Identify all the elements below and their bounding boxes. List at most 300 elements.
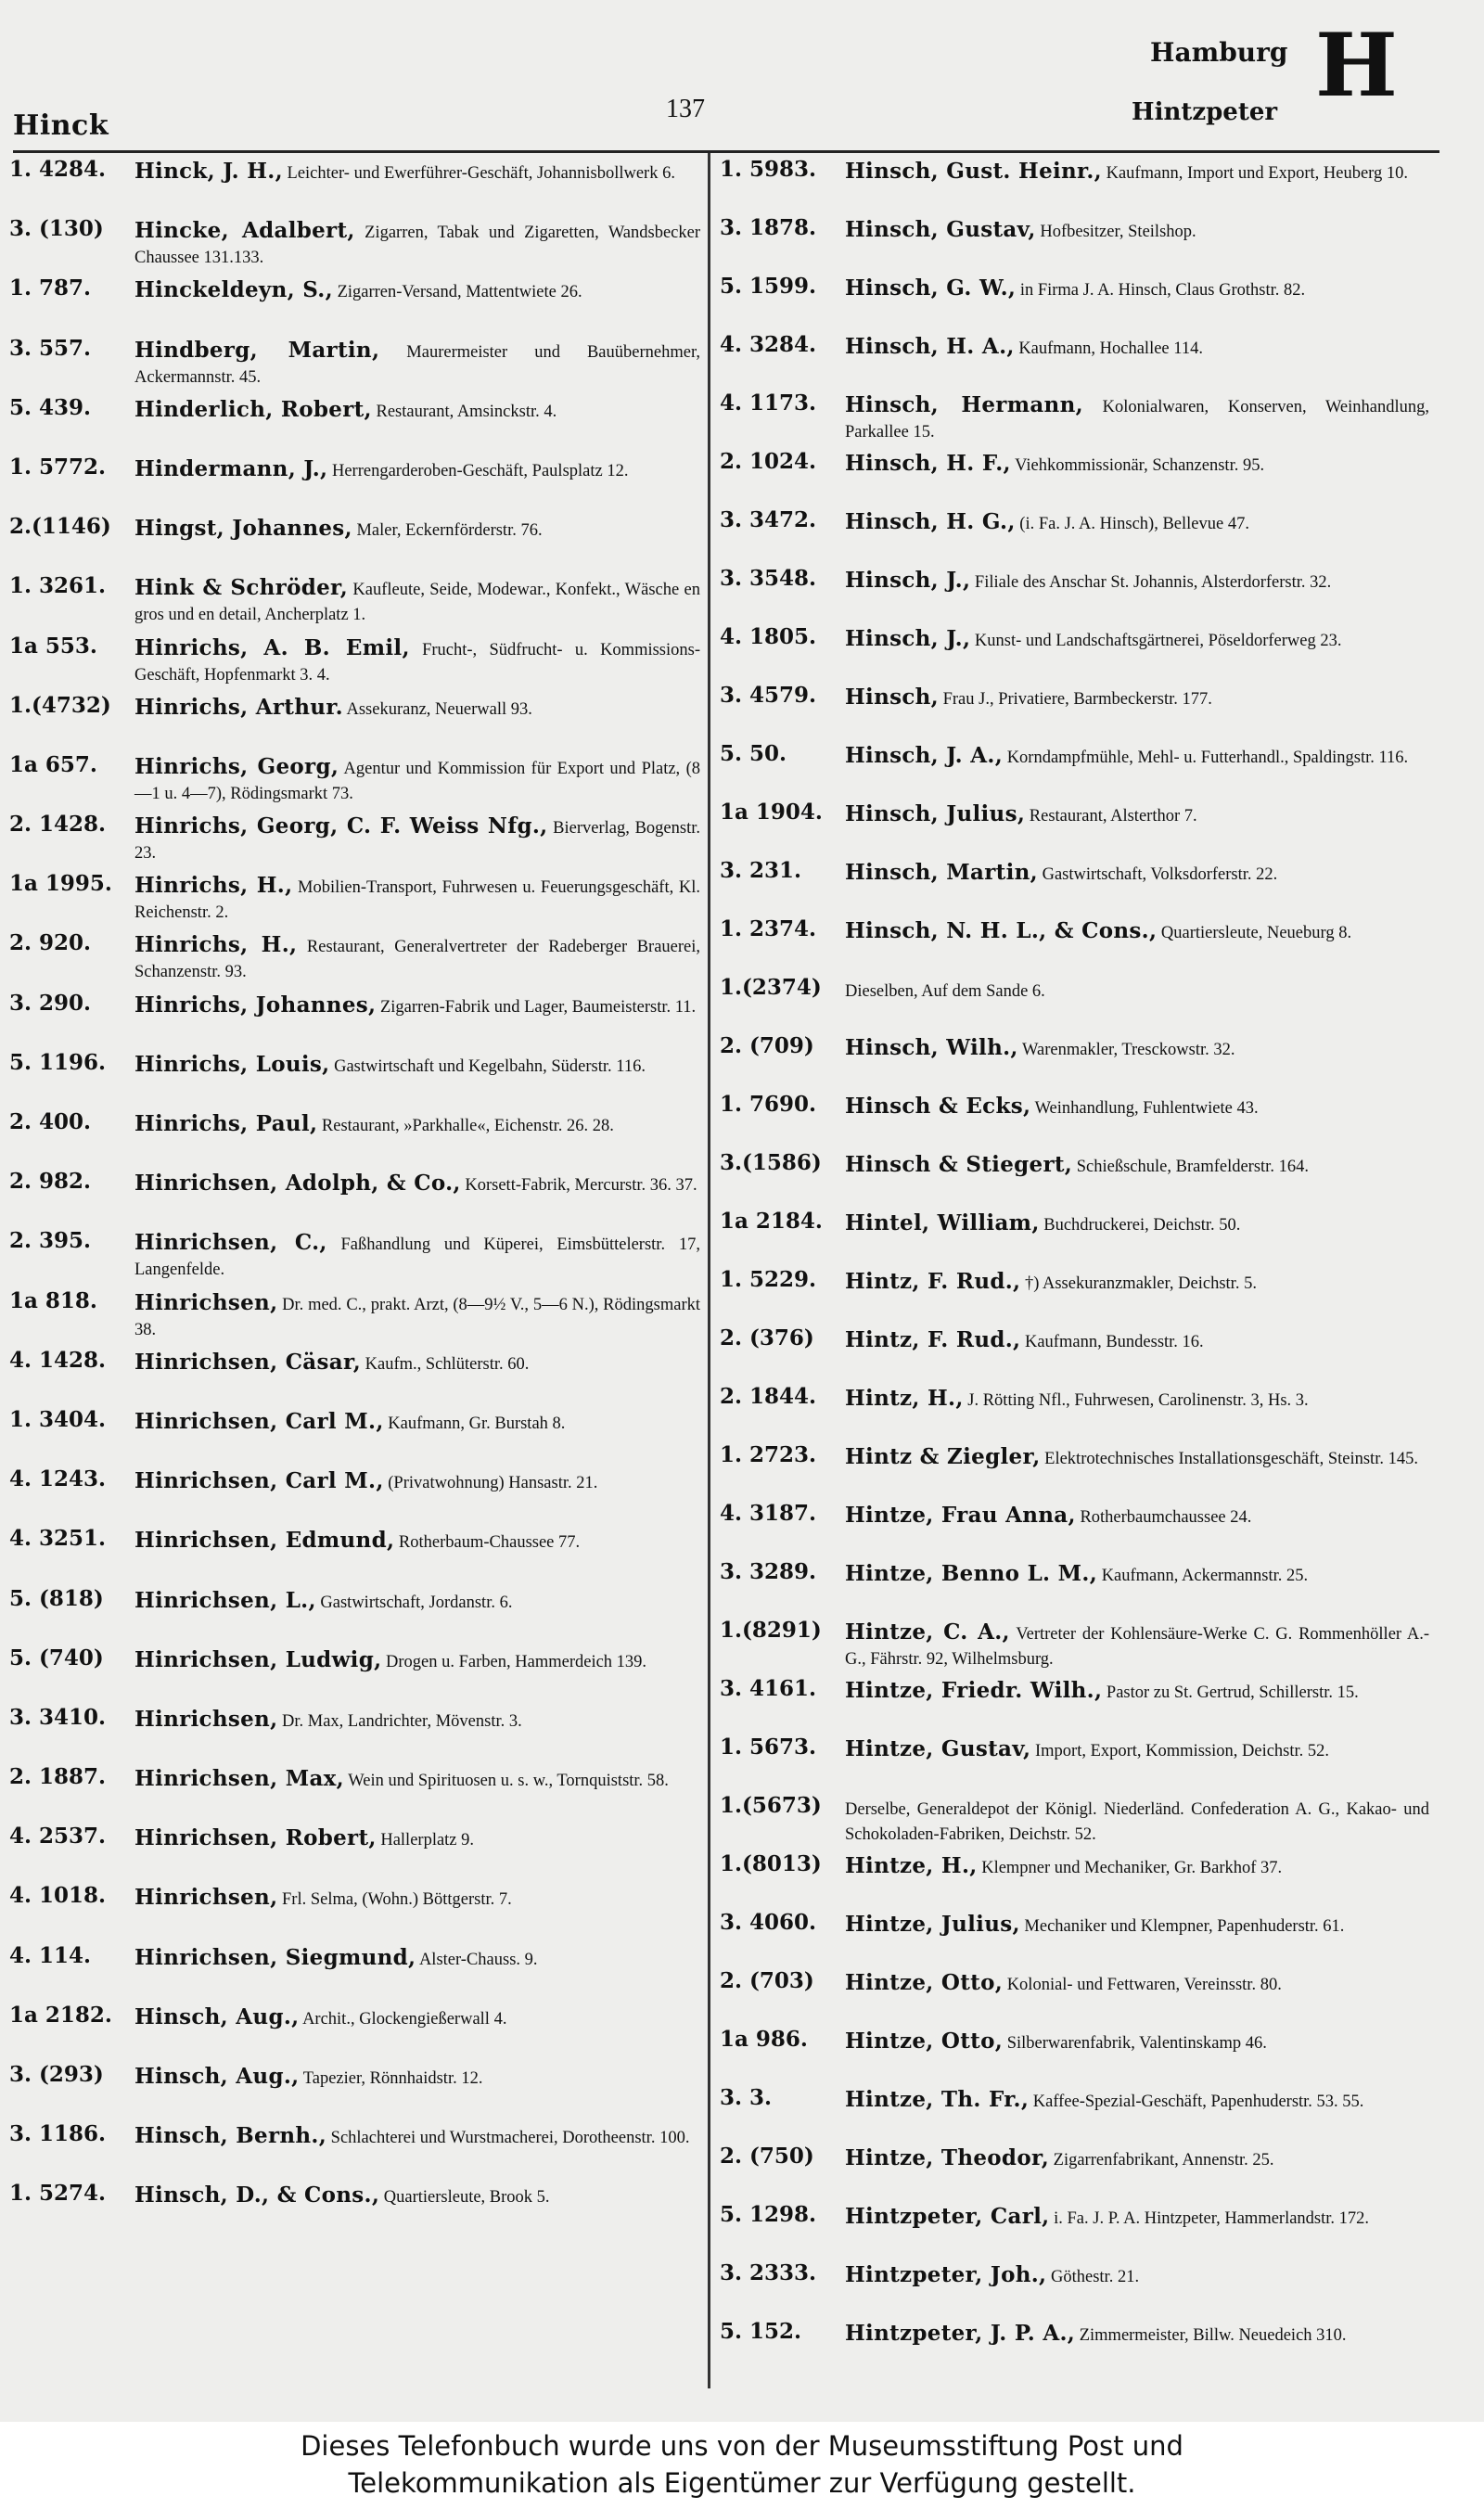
- directory-entry: [9, 2061, 700, 2120]
- subscriber-details: Quartiersleute, Neueburg 8.: [1160, 924, 1352, 942]
- directory-entry: [9, 1287, 700, 1347]
- directory-entry: [9, 1942, 700, 2002]
- subscriber-name: Hintze, Otto,: [845, 1970, 1004, 1995]
- phone-number: 2. 1887.: [9, 1764, 107, 1790]
- subscriber-name: Hinsch, Aug.,: [134, 2064, 300, 2089]
- subscriber-details: Kaufmann, Bundesstr. 16.: [1024, 1333, 1204, 1351]
- subscriber-name: Hinrichsen, Cäsar,: [134, 1349, 362, 1375]
- subscriber-details: Kaufm., Schlüterstr. 60.: [365, 1354, 530, 1374]
- subscriber-name: Hinrichsen, Edmund,: [134, 1528, 395, 1554]
- subscriber-details: Bierverlag, Bogenstr. 23.: [134, 819, 700, 864]
- directory-entry: [720, 273, 1429, 331]
- phone-number: 2.(1146): [9, 514, 111, 540]
- subscriber-details: (Privatwohnung) Hansastr. 21.: [388, 1474, 598, 1493]
- subscriber-details: Kaufmann, Hochallee 114.: [1018, 339, 1203, 358]
- subscriber-details: Mechaniker und Klempner, Papenhuderstr. 61.: [1024, 1917, 1345, 1936]
- subscriber-details: Kaufleute, Seide, Modewar., Konfekt., Wäsche en gros und en detail, Ancherplatz 1.: [134, 581, 700, 625]
- subscriber-details: Assekuranz, Neuerwall 93.: [346, 699, 532, 719]
- phone-number: 3. 1878.: [720, 215, 817, 240]
- entry-text: [134, 990, 700, 1020]
- subscriber-name: Hinrichsen, Siegmund,: [134, 1944, 416, 1970]
- entry-text: [845, 1325, 1429, 1355]
- directory-entry: [720, 331, 1429, 390]
- directory-entry: [720, 915, 1429, 974]
- subscriber-name: Hinrichs, A. B. Emil,: [134, 634, 410, 660]
- subscriber-name: Hintze, Theodor,: [845, 2145, 1050, 2170]
- directory-entry: [720, 1208, 1429, 1266]
- entry-text: [134, 215, 700, 271]
- phone-number: 3. 4161.: [720, 1676, 817, 1701]
- subscriber-name: Hinsch, H. A.,: [845, 334, 1015, 359]
- directory-entry: [720, 1500, 1429, 1558]
- directory-entry: [9, 394, 700, 454]
- entry-text: [845, 915, 1429, 946]
- directory-entry: [720, 623, 1429, 682]
- phone-number: 1. 787.: [9, 275, 92, 301]
- phone-number: 1. 5673.: [720, 1735, 817, 1760]
- phone-number: 1.(5673): [720, 1793, 822, 1818]
- phone-number: 1. 4284.: [9, 157, 107, 182]
- phone-number: 3. 290.: [9, 990, 92, 1016]
- phone-number: 5. 1298.: [720, 2202, 817, 2227]
- subscriber-details: Göthestr. 21.: [1051, 2268, 1140, 2286]
- subscriber-name: Hintze, Friedr. Wilh.,: [845, 1678, 1103, 1703]
- subscriber-name: Hinsch, G. W.,: [845, 275, 1017, 301]
- directory-entry: [720, 156, 1429, 214]
- phone-number: 1a 553.: [9, 633, 97, 659]
- subscriber-details: Archit., Glockengießerwall 4.: [302, 2009, 507, 2029]
- subscriber-details: Korsett-Fabrik, Mercurstr. 36. 37.: [465, 1176, 697, 1196]
- phone-number: 5. (740): [9, 1645, 104, 1671]
- subscriber-name: Hintze, Gustav,: [845, 1736, 1031, 1761]
- directory-entry: [9, 1704, 700, 1763]
- phone-number: 2. (709): [720, 1033, 814, 1058]
- subscriber-name: Hinsch & Stiegert,: [845, 1152, 1073, 1177]
- entry-text: [134, 1882, 700, 1913]
- phone-number: 2. 1428.: [9, 812, 107, 838]
- phone-number: 1.(8291): [720, 1618, 822, 1643]
- subscriber-name: Hingst, Johannes,: [134, 516, 352, 542]
- subscriber-name: Hinrichsen, Robert,: [134, 1825, 377, 1851]
- phone-number: 2. 395.: [9, 1228, 92, 1254]
- directory-entry: [9, 156, 700, 215]
- subscriber-details: Schlachterei und Wurstmacherei, Dorotheenstr. 100.: [330, 2129, 690, 2148]
- subscriber-name: Hinsch,: [845, 685, 939, 710]
- subscriber-details: Dr. med. C., prakt. Arzt, (8—9½ V., 5—6 N.), Rödingsmarkt 38.: [134, 1295, 700, 1339]
- phone-number: 3.(1586): [720, 1150, 822, 1175]
- entry-text: [134, 156, 700, 186]
- phone-number: 1a 1995.: [9, 871, 112, 897]
- entry-text: [845, 2084, 1429, 2115]
- directory-entry: [9, 751, 700, 811]
- entry-text: [134, 2180, 700, 2210]
- entry-text: [845, 2201, 1429, 2232]
- subscriber-name: Hinrichsen, Ludwig,: [134, 1646, 382, 1672]
- subscriber-name: Hinrichsen, C.,: [134, 1230, 327, 1256]
- entry-text: [845, 1675, 1429, 1706]
- subscriber-name: Hinsch, Wilh.,: [845, 1035, 1018, 1060]
- subscriber-name: Hinsch, D., & Cons.,: [134, 2183, 380, 2208]
- phone-number: 3. 3.: [720, 2085, 773, 2110]
- entry-text: [845, 214, 1429, 245]
- directory-entry: [9, 870, 700, 929]
- directory-entry: [720, 565, 1429, 623]
- phone-number: 3. (293): [9, 2062, 104, 2087]
- entry-text: [845, 1500, 1429, 1530]
- directory-entry: [720, 1792, 1429, 1850]
- phone-number: 4. 3251.: [9, 1526, 107, 1552]
- subscriber-name: Hintel, William,: [845, 1210, 1040, 1235]
- phone-number: 1. 5274.: [9, 2181, 107, 2207]
- subscriber-details: Frucht-, Südfrucht- u. Kommissions-Geschäft, Hopfenmarkt 3. 4.: [134, 640, 700, 685]
- subscriber-details: Drogen u. Farben, Hammerdeich 139.: [386, 1652, 647, 1671]
- entry-text: [134, 1406, 700, 1437]
- subscriber-name: Hintz, F. Rud.,: [845, 1269, 1021, 1294]
- directory-entry: [720, 1850, 1429, 1909]
- phone-number: 5. 1196.: [9, 1049, 107, 1075]
- directory-entry: [720, 1909, 1429, 1967]
- entry-text: [845, 974, 1429, 1005]
- subscriber-details: Korndampfmühle, Mehl- u. Futterhandl., Spaldingstr. 116.: [1006, 749, 1409, 767]
- subscriber-details: Kaufmann, Import und Export, Heuberg 10.: [1106, 164, 1409, 183]
- phone-number: 1.(8013): [720, 1851, 822, 1876]
- footer-line-2: Telekommunikation als Eigentümer zur Verfügung gestellt.: [348, 2467, 1136, 2499]
- subscriber-details: Kunst- und Landschaftsgärtnerei, Pöseldorferweg 23.: [974, 632, 1342, 650]
- phone-number: 3. 4579.: [720, 683, 817, 708]
- subscriber-name: Hinrichsen,: [134, 1706, 278, 1732]
- directory-entry: [9, 275, 700, 334]
- subscriber-details: Restaurant, Amsinckstr. 4.: [376, 402, 557, 421]
- subscriber-details: Restaurant, Alsterthor 7.: [1029, 807, 1197, 826]
- directory-entry: [720, 1617, 1429, 1675]
- section-letter: H: [1315, 15, 1398, 117]
- entry-text: [134, 513, 700, 544]
- directory-entry: [9, 1347, 700, 1406]
- subscriber-details: Kaufmann, Gr. Burstah 8.: [388, 1414, 566, 1433]
- entry-text: [845, 273, 1429, 303]
- phone-number: 1. 3404.: [9, 1406, 107, 1432]
- entry-text: [134, 1347, 700, 1377]
- directory-entry: [9, 1645, 700, 1704]
- entry-text: [845, 2143, 1429, 2173]
- entry-text: [845, 331, 1429, 362]
- subscriber-details: Weinhandlung, Fuhlentwiete 43.: [1034, 1099, 1259, 1118]
- subscriber-name: Hinrichsen, Adolph, & Co.,: [134, 1171, 461, 1197]
- phone-number: 3. 3289.: [720, 1559, 817, 1584]
- entry-text: [845, 1909, 1429, 1939]
- entry-text: [134, 1645, 700, 1675]
- running-head-left: Hinck: [13, 109, 109, 142]
- subscriber-details: Kaffee-Spezial-Geschäft, Papenhuderstr. 53. 55.: [1032, 2093, 1364, 2111]
- directory-entry: [720, 2084, 1429, 2143]
- subscriber-name: Hintze, Julius,: [845, 1912, 1020, 1937]
- subscriber-details: Quartiersleute, Brook 5.: [383, 2188, 550, 2208]
- entry-text: [845, 623, 1429, 654]
- phone-number: 4. 114.: [9, 1942, 92, 1968]
- header-rule: [13, 150, 1439, 153]
- subscriber-details: Zigarren-Versand, Mattentwiete 26.: [337, 283, 582, 302]
- entry-text: [134, 811, 700, 866]
- phone-number: 5. 152.: [720, 2319, 802, 2344]
- directory-entry: [9, 1882, 700, 1941]
- subscriber-name: Hinrichs, Georg,: [134, 753, 339, 779]
- entry-text: [134, 1466, 700, 1496]
- phone-number: 3. 1186.: [9, 2121, 107, 2147]
- phone-number: 1a 1904.: [720, 800, 823, 825]
- subscriber-details: Leichter- und Ewerführer-Geschäft, Johannisbollwerk 6.: [287, 164, 675, 183]
- phone-number: 1. 3261.: [9, 573, 107, 599]
- phone-number: 2. (750): [720, 2144, 814, 2169]
- directory-entry: [720, 1967, 1429, 2026]
- entry-text: [845, 1617, 1429, 1672]
- subscriber-name: Hinsch, Hermann,: [845, 392, 1083, 417]
- subscriber-name: Hinrichs, H.,: [134, 932, 298, 958]
- entry-text: [845, 740, 1429, 771]
- subscriber-name: Hinsch, J.,: [845, 626, 971, 651]
- entry-text: [134, 572, 700, 628]
- directory-entry: [9, 2180, 700, 2239]
- phone-number: 4. 1805.: [720, 624, 817, 649]
- entry-text: [845, 1967, 1429, 1998]
- subscriber-details: Vertreter der Kohlensäure-Werke C. G. Rommenhöller A.-G., Fährstr. 92, Wilhelmsburg.: [845, 1625, 1429, 1669]
- entry-text: [134, 1049, 700, 1080]
- subscriber-name: Hinrichsen,: [134, 1885, 278, 1911]
- directory-entry: [720, 1325, 1429, 1383]
- subscriber-details: Dr. Max, Landrichter, Mövenstr. 3.: [282, 1711, 522, 1731]
- directory-entry: [9, 2120, 700, 2180]
- entry-text: [134, 1227, 700, 1283]
- subscriber-details: †) Assekuranzmakler, Deichstr. 5.: [1024, 1274, 1257, 1293]
- phone-number: 1a 2182.: [9, 2002, 112, 2028]
- subscriber-details: Gastwirtschaft und Kegelbahn, Süderstr. 116.: [334, 1056, 646, 1076]
- footer-line-1: Dieses Telefonbuch wurde uns von der Museumsstiftung Post und: [301, 2430, 1183, 2462]
- subscriber-details: Restaurant, Generalvertreter der Radeberger Brauerei, Schanzenstr. 93.: [134, 938, 701, 982]
- directory-entry: [720, 1032, 1429, 1091]
- subscriber-name: Hintzpeter, J. P. A.,: [845, 2321, 1076, 2346]
- page-number: 137: [666, 95, 705, 123]
- entry-text: [845, 682, 1429, 712]
- subscriber-details: Pastor zu St. Gertrud, Schillerstr. 15.: [1106, 1683, 1359, 1702]
- subscriber-name: Hintze, Frau Anna,: [845, 1503, 1076, 1528]
- subscriber-details: Frau J., Privatiere, Barmbeckerstr. 177.: [942, 690, 1212, 709]
- phone-number: 1. 2723.: [720, 1442, 817, 1467]
- entry-text: [845, 506, 1429, 537]
- directory-entry: [9, 929, 700, 989]
- phone-number: 1. 5229.: [720, 1267, 817, 1292]
- subscriber-details: Kolonialwaren, Konserven, Weinhandlung, Parkallee 15.: [845, 398, 1429, 442]
- phone-number: 2. 982.: [9, 1169, 92, 1195]
- phone-number: 5. 50.: [720, 741, 787, 766]
- directory-entry: [720, 214, 1429, 273]
- subscriber-name: Hinrichsen, L.,: [134, 1587, 316, 1613]
- entry-text: [845, 448, 1429, 479]
- phone-number: 4. 1243.: [9, 1466, 107, 1492]
- entry-text: [134, 1823, 700, 1853]
- phone-number: 2. (703): [720, 1968, 814, 1993]
- subscriber-name: Hincke, Adalbert,: [134, 218, 355, 244]
- subscriber-details: Filiale des Anschar St. Johannis, Alsterdorferstr. 32.: [974, 573, 1332, 592]
- subscriber-name: Hinrichsen, Carl M.,: [134, 1468, 384, 1494]
- subscriber-name: Hintze, C. A.,: [845, 1619, 1010, 1645]
- subscriber-name: Hintze, Otto,: [845, 2029, 1004, 2054]
- entry-text: [134, 454, 700, 484]
- subscriber-name: Hinsch, Aug.,: [134, 2003, 300, 2029]
- subscriber-details: Mobilien-Transport, Fuhrwesen u. Feuerungsgeschäft, Kl. Reichenstr. 2.: [134, 878, 700, 923]
- directory-entry: [9, 1049, 700, 1108]
- subscriber-name: Hinrichsen,: [134, 1289, 278, 1315]
- subscriber-details: Klempner und Mechaniker, Gr. Barkhof 37.: [981, 1859, 1283, 1877]
- subscriber-details: Kolonial- und Fettwaren, Vereinsstr. 80.: [1006, 1976, 1282, 1994]
- entry-text: [845, 2026, 1429, 2056]
- subscriber-details: J. Rötting Nfl., Fuhrwesen, Carolinenstr. 3, Hs. 3.: [967, 1391, 1309, 1410]
- subscriber-details: Viehkommissionär, Schanzenstr. 95.: [1015, 456, 1265, 475]
- entry-text: [134, 1108, 700, 1139]
- entry-text: [845, 1734, 1429, 1764]
- phone-number: 1. 5983.: [720, 157, 817, 182]
- phone-number: 1.(2374): [720, 975, 822, 1000]
- entry-text: [134, 929, 700, 985]
- subscriber-name: Hinderlich, Robert,: [134, 396, 372, 422]
- subscriber-details: Rotherbaumchaussee 24.: [1080, 1508, 1252, 1527]
- entry-text: [134, 1525, 700, 1555]
- directory-entry: [720, 1091, 1429, 1149]
- directory-entry: [720, 682, 1429, 740]
- subscriber-details: Gastwirtschaft, Volksdorferstr. 22.: [1042, 865, 1278, 884]
- subscriber-name: Hinrichs, Johannes,: [134, 992, 377, 1018]
- entry-text: [134, 1942, 700, 1973]
- directory-entry: [9, 335, 700, 394]
- directory-entry: [720, 2201, 1429, 2259]
- subscriber-name: Hinsch, N. H. L., & Cons.,: [845, 918, 1158, 943]
- subscriber-details: Derselbe, Generaldepot der Königl. Niederländ. Confederation A. G., Kakao- und Schokoladen-Fabriken, Deichstr. 52.: [845, 1800, 1429, 1844]
- directory-entry: [720, 1675, 1429, 1734]
- phone-number: 4. 3187.: [720, 1501, 817, 1526]
- phone-number: 4. 1018.: [9, 1883, 107, 1909]
- entry-text: [845, 2318, 1429, 2349]
- phone-number: 3. (130): [9, 216, 104, 242]
- directory-entry: [9, 1763, 700, 1823]
- entry-text: [845, 1032, 1429, 1063]
- entry-text: [845, 156, 1429, 186]
- directory-entry: [9, 990, 700, 1049]
- subscriber-name: Hinsch, H. G.,: [845, 509, 1016, 534]
- running-head-right: Hintzpeter: [1132, 98, 1278, 126]
- phone-number: 1a 2184.: [720, 1209, 823, 1234]
- directory-entry: [720, 2026, 1429, 2084]
- directory-entry: [9, 692, 700, 751]
- phone-number: 5. (818): [9, 1585, 104, 1611]
- phone-number: 4. 2537.: [9, 1824, 107, 1850]
- phone-number: 1. 5772.: [9, 454, 107, 480]
- entry-text: [134, 870, 700, 926]
- directory-entry: [720, 1734, 1429, 1792]
- phone-number: 2. 1024.: [720, 449, 817, 474]
- directory-entry: [9, 2002, 700, 2061]
- subscriber-name: Hintzpeter, Joh.,: [845, 2262, 1047, 2287]
- subscriber-name: Hinsch, Gustav,: [845, 217, 1036, 242]
- phone-number: 3. 2333.: [720, 2260, 817, 2285]
- subscriber-details: Alster-Chauss. 9.: [418, 1950, 538, 1969]
- directory-entry: [720, 1558, 1429, 1617]
- subscriber-details: Tapezier, Rönnhaidstr. 12.: [302, 2069, 483, 2088]
- subscriber-details: Herrengarderoben-Geschäft, Paulsplatz 12.: [331, 461, 629, 480]
- phone-number: 4. 1428.: [9, 1347, 107, 1373]
- subscriber-name: Hintz, F. Rud.,: [845, 1327, 1021, 1352]
- entry-text: [845, 1149, 1429, 1180]
- subscriber-details: Zimmermeister, Billw. Neuedeich 310.: [1079, 2326, 1347, 2345]
- entry-text: [134, 633, 700, 688]
- phone-number: 5. 1599.: [720, 274, 817, 299]
- subscriber-name: Hinrichs, Louis,: [134, 1051, 330, 1077]
- directory-entry: [720, 1266, 1429, 1325]
- subscriber-details: Hofbesitzer, Steilshop.: [1040, 223, 1196, 241]
- phone-number: 1.(4732): [9, 692, 111, 718]
- phone-number: 2. (376): [720, 1325, 814, 1351]
- entry-text: [845, 565, 1429, 595]
- entry-text: [134, 394, 700, 425]
- directory-entry: [720, 2143, 1429, 2201]
- right-column: [720, 156, 1429, 2376]
- subscriber-details: Dieselben, Auf dem Sande 6.: [845, 982, 1045, 1001]
- subscriber-details: Wein und Spirituosen u. s. w., Tornquiststr. 58.: [348, 1772, 669, 1791]
- directory-entry: [9, 1168, 700, 1227]
- phone-number: 3. 4060.: [720, 1910, 817, 1935]
- phone-number: 3. 3472.: [720, 507, 817, 532]
- phone-number: 4. 3284.: [720, 332, 817, 357]
- subscriber-details: Silberwarenfabrik, Valentinskamp 46.: [1006, 2034, 1267, 2053]
- subscriber-name: Hinsch, Bernh.,: [134, 2123, 327, 2149]
- subscriber-name: Hinsch, Martin,: [845, 860, 1038, 885]
- phone-number: 3. 3410.: [9, 1704, 107, 1730]
- directory-entry: [9, 811, 700, 870]
- subscriber-name: Hinckeldeyn, S.,: [134, 277, 333, 303]
- subscriber-name: Hinrichs, Paul,: [134, 1111, 318, 1136]
- entry-text: [134, 692, 700, 723]
- subscriber-details: Faßhandlung und Küperei, Eimsbüttelerstr. 17, Langenfelde.: [134, 1235, 700, 1280]
- subscriber-details: in Firma J. A. Hinsch, Claus Grothstr. 82.: [1019, 281, 1306, 300]
- directory-entry: [720, 2318, 1429, 2376]
- phone-number: 3. 557.: [9, 335, 92, 361]
- phone-number: 3. 231.: [720, 858, 802, 883]
- subscriber-name: Hinsch, Gust. Heinr.,: [845, 159, 1102, 184]
- column-divider: [708, 153, 710, 2388]
- subscriber-details: Kaufmann, Ackermannstr. 25.: [1101, 1567, 1309, 1585]
- directory-entry: [9, 1108, 700, 1168]
- entry-text: [845, 1383, 1429, 1414]
- subscriber-name: Hintz & Ziegler,: [845, 1444, 1041, 1469]
- entry-text: [845, 390, 1429, 445]
- subscriber-details: Buchdruckerei, Deichstr. 50.: [1043, 1216, 1241, 1235]
- subscriber-details: i. Fa. J. P. A. Hintzpeter, Hammerlandstr. 172.: [1054, 2209, 1370, 2228]
- entry-text: [134, 335, 700, 390]
- directory-entry: [720, 1441, 1429, 1500]
- subscriber-details: Zigarren, Tabak und Zigaretten, Wandsbecker Chaussee 131.133.: [134, 224, 700, 268]
- directory-entry: [9, 572, 700, 632]
- entry-text: [845, 1441, 1429, 1472]
- subscriber-details: Elektrotechnisches Installationsgeschäft, Steinstr. 145.: [1044, 1450, 1418, 1468]
- subscriber-details: Maurermeister und Bauübernehmer, Ackermannstr. 45.: [134, 342, 700, 387]
- entry-text: [845, 857, 1429, 888]
- subscriber-name: Hink & Schröder,: [134, 575, 349, 601]
- subscriber-details: Gastwirtschaft, Jordanstr. 6.: [320, 1593, 513, 1612]
- subscriber-name: Hintze, H.,: [845, 1853, 978, 1878]
- phone-number: 1a 986.: [720, 2027, 808, 2052]
- running-head-city: Hamburg: [1150, 37, 1288, 68]
- directory-entry: [720, 740, 1429, 799]
- entry-text: [845, 1558, 1429, 1589]
- directory-entry: [720, 2259, 1429, 2318]
- left-column: [9, 156, 700, 2240]
